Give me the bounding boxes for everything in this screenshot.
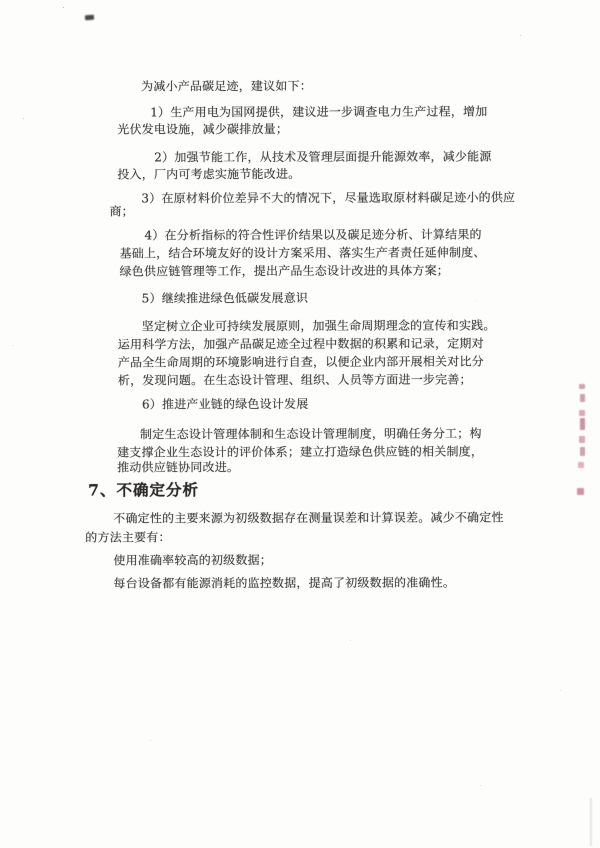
section-7-heading: 7、不确定分析 — [88, 480, 199, 500]
suggestion-2-line-2: 投入，厂内可考虑实施节能改进。 — [117, 166, 301, 182]
suggestion-6-line-2: 建支撑企业生态设计的评价体系；建立打造绿色供应链的相关制度， — [117, 444, 484, 460]
section-7-method-2: 每台设备都有能源消耗的监控数据，提高了初级数据的准确性。 — [113, 575, 456, 591]
suggestion-5-line-4: 析，发现问题。在生态设计管理、组织、人员等方面进一步完善； — [117, 372, 472, 388]
suggestion-5-line-2: 运用科学方法，加强产品碳足迹全过程中数据的积累和记录，定期对 — [117, 336, 484, 352]
suggestion-6-line-3: 推动供应链协同改进。 — [117, 460, 240, 475]
suggestion-1-line-1: 1）生产用电为国网提供，建议进一步调查电力生产过程，增加 — [150, 104, 488, 120]
section-7-body-line-1: 不确定性的主要来源为初级数据存在测量误差和计算误差。减少不确定性 — [113, 510, 504, 526]
suggestion-4-line-2: 基础上，结合环境友好的设计方案采用、落实生产者责任延伸制度、 — [119, 245, 486, 261]
suggestion-6-line-1: 制定生态设计管理体制和生态设计管理制度，明确任务分工；构 — [140, 426, 482, 442]
suggestion-5-title: 5）继续推进绿色低碳发展意识 — [141, 290, 309, 306]
suggestion-3-line-1: 3）在原材料价位差异不大的情况下，尽量选取原材料碳足迹小的供应 — [141, 190, 516, 206]
intro-line: 为减小产品碳足迹，建议如下： — [141, 78, 312, 94]
suggestion-4-line-3: 绿色供应链管理等工作，提出产品生态设计改进的具体方案； — [119, 263, 450, 279]
suggestion-5-line-3: 产品全生命周期的环境影响进行自查，以便企业内部开展相关对比分 — [117, 354, 484, 370]
section-7-method-1: 使用准确率较高的初级数据； — [113, 553, 272, 568]
suggestion-1-line-2: 光伏发电设施，减少碳排放量； — [117, 122, 289, 137]
suggestion-5-line-1: 坚定树立企业可持续发展原则，加强生命周期理念的宣传和实践。 — [141, 318, 496, 334]
suggestion-3-line-2: 商； — [109, 204, 134, 219]
suggestion-2-line-1: 2）加强节能工作，从技术及管理层面提升能源效率，减少能源 — [154, 149, 492, 165]
suggestion-6-title: 6）推进产业链的绿色设计发展 — [141, 396, 309, 412]
section-7-body-line-2: 的方法主要有： — [85, 530, 171, 545]
suggestion-4-line-1: 4）在分析指标的符合性评价结果以及碳足迹分析、计算结果的 — [144, 227, 482, 243]
